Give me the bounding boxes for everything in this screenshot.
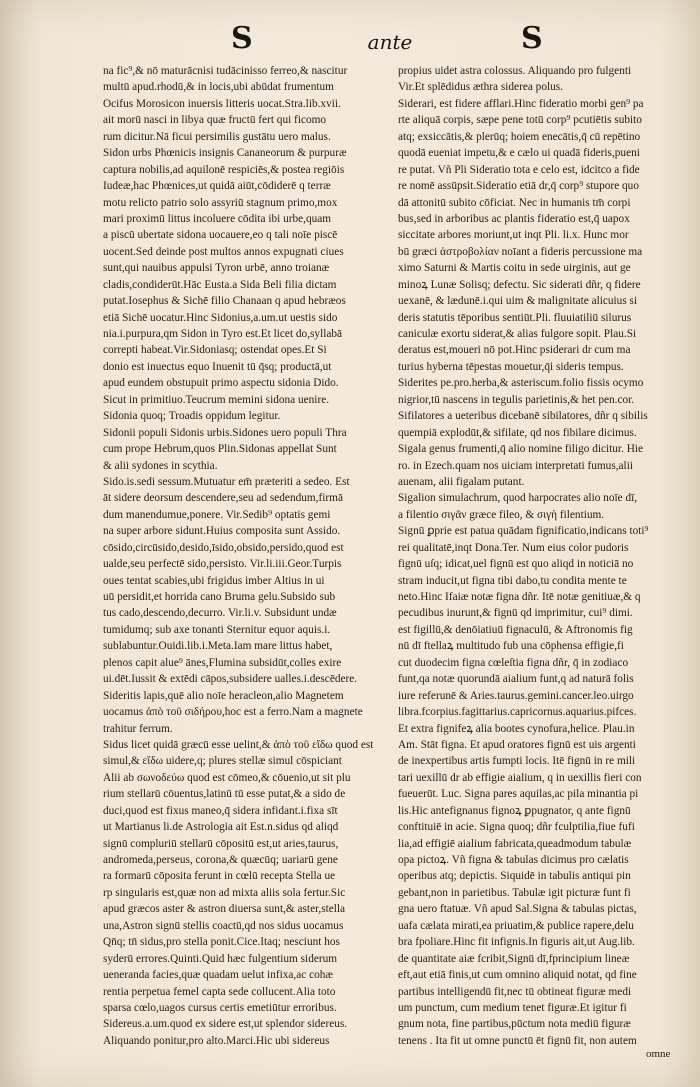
text-line: uū persidit,et horrida cano Bruma gelu.Subsido sub	[103, 591, 336, 603]
text-line: cōsido,circūsido,desido,īsido,obsido,persido,quod est	[103, 541, 344, 554]
text-line: Et extra fignifeꝝ alia bootes cynofura,helice. Plau.in	[398, 722, 635, 735]
text-line: putat.Iosephus & Sichē filio Chanaan q apud hebræos	[103, 295, 346, 308]
text-line: oues tentat scabies,ubi frigidus imber Altius in ui	[103, 574, 325, 587]
text-line: deratus est,moueri nō pot.Hinc psiderari dr cum ma	[398, 344, 631, 357]
text-line: correpti habeat.Vir.Sidoniasq; ostendat opes.Et Si	[103, 344, 327, 357]
text-line: neto.Hinc Ifaiæ notæ figna dñr. Itē notæ genitiuæ,& q	[398, 591, 641, 603]
text-line: a piscū ubertate sidona uocauere,eo q tali noīe piscē	[103, 229, 338, 242]
text-line: Sifilatores a ueteribus dicebanē sibilatores, dñr q sibilis	[398, 410, 648, 423]
text-line: Iudeæ,hac Phœnices,ut quidā aiūt,cōdiderē q terræ	[103, 180, 331, 193]
text-line: Sidonii populi Sidonis urbis.Sidones uero populi Thra	[103, 426, 347, 439]
text-line: trahitur ferrum.	[103, 722, 173, 735]
text-line: captura nobilis,ad aquilonē respiciēs,& postea regiōis	[103, 163, 345, 176]
text-line: multū apud.rhodū,& in locis,ubi abūdat frumentum	[103, 81, 334, 94]
text-line: sunt,qui nauibus appulsi Tyron urbē, anno troianæ	[103, 262, 330, 275]
text-line: fueuerūt. Luc. Signa pares aquilas,ac pila minantia pi	[398, 788, 639, 801]
text-line: tus cado,descendo,decurro. Vir.li.v. Subsidunt undæ	[103, 607, 337, 620]
running-header	[0, 20, 700, 60]
text-line: cut duodecim figna cœleſtia figna dñr, q̄ in zodiaco	[398, 656, 629, 669]
text-line: tenens . Ita fit ut omne punctū ēt fignū fit, non autem	[398, 1034, 637, 1047]
text-line: na super arbore sidunt.Huius composita sunt Assido.	[103, 525, 341, 538]
text-line: sparsa cœlo,uagos cursus certis emetiūtur erroribus.	[103, 1001, 337, 1014]
text-line: ut Martianus li.de Astrologia ait Est.n.sidus qd aliqd	[103, 821, 339, 834]
text-line: etiā Sichē uocatur.Hinc Sidonius,a.um.ut uestis sido	[103, 311, 338, 324]
text-line: quempiā explodūt,& sifilate, qd nos fibilare dicimus.	[398, 426, 637, 439]
text-line: Alii ab σωνοδεύω quod est cōmeo,& cōuenio,ut sit plu	[103, 771, 351, 784]
text-line: re putat. Vñ Pli Sideratio tota e celo est, idcitco a fide	[398, 163, 640, 176]
text-line: pecudibus inurunt,& fignū qd imprimitur, cui⁹ dimi.	[398, 607, 633, 620]
text-line: gnum nota, fine partibus,pūctum nota mediū figuræ	[398, 1018, 631, 1031]
text-line: a filentio σιγᾶν græce fileo, & σιγὴ filentium.	[398, 508, 605, 521]
text-line: ra formarū cōposita ferunt in cœlū recepta Stella ue	[103, 870, 336, 883]
text-line: ui.dēt.Iussit & extēdi cāpos,subsidere ualles.i.descēdere.	[103, 673, 358, 686]
text-line: Ocifus Morosicon inuersis litteris uocat.Stra.lib.xvii.	[103, 97, 341, 110]
text-line: & alii sydones in scythia.	[103, 459, 218, 472]
text-line: uexanē, & lædunē.i.qui uim & malignitate alicuius si	[398, 295, 638, 308]
text-line: caniculæ exortu siderat,& alias fulgore sopit. Plau.Si	[398, 328, 637, 340]
text-line: motu relicto patrio solo assyriū stagnum primo,mox	[103, 196, 338, 209]
text-line: Siderari, est fidere afflari.Hinc fideratio morbi gen⁹ pa	[398, 97, 644, 110]
catchword: omne	[646, 1048, 671, 1060]
text-line: ualde,seu perfectē sido,persisto. Vir.li.iii.Geor.Turpis	[103, 558, 342, 571]
text-line: libra.fcorpius.fagittarius.capricornus.aquarius.pifces.	[398, 706, 637, 719]
text-line: siccitate arbores moriunt,ut inqt Pli. li.x. Hunc mor	[398, 229, 629, 242]
text-line: signū compluriū stellarū cōpositū est,ut aries,taurus,	[103, 837, 339, 850]
text-line: Sigalion simulachrum, quod harpocrates alio noīe dī,	[398, 492, 638, 505]
text-line: funt,qa notæ quorundā aialium funt,q ad naturā folis	[398, 673, 634, 686]
left-text-column	[103, 63, 381, 1049]
text-line: lis.Hic antefignanus fignoꝝ ꝑpugnator, q ante fignū	[398, 804, 631, 817]
text-line: Sidonia quoq; Troadis oppidum legitur.	[103, 410, 281, 423]
text-line: Sicut in primitiuo.Teucrum memini sidona uenire.	[103, 393, 330, 406]
text-line: opa pictoꝝ. Vñ figna & tabulas dicimus pro cælatis	[398, 854, 629, 866]
text-line: Am. Stāt figna. Et apud oratores fignū est uis argenti	[398, 738, 636, 751]
text-line: nia.i.purpura,qm Sidon in Tyro est.Et licet do,syllabā	[103, 328, 343, 340]
text-line: nū dī ftellaꝝ multitudo fub una cōphensa effigie,fi	[398, 640, 624, 653]
text-line: ximo Saturni & Martis coitu in sede uirginis, aut ge	[398, 262, 631, 275]
text-line: una,Astron signū stellis coactū,qd nos sidus uocamus	[103, 919, 344, 932]
text-line: rium stellarū cōuentus,latinū tū esse putat,& a sido de	[103, 788, 346, 801]
text-line: āt sidere deorsum descendere,seu ad sedendum,firmā	[103, 492, 343, 505]
right-text-column	[398, 63, 676, 1049]
text-line: turius hyberna tēpestas mouetur,q̄i sideris tempus.	[398, 360, 624, 373]
text-line: stram inducit,ut figna tibi dabo,tu condita mente te	[398, 574, 627, 587]
text-line: de quantitate aiæ fcribit,Signū dī,fprincipium lineæ	[398, 952, 630, 965]
text-line: gebant,non in parietibus. Tabulæ igit picturæ funt fi	[398, 886, 631, 899]
text-line: operibus atq; depictis. Siquidē in tabulis antiqui pin	[398, 870, 631, 883]
text-line: Sideritis lapis,quē alio noīe heracleon,alio Magnetem	[103, 689, 344, 702]
text-line: gna uero ftatuæ. Vñ apud Sal.Signa & tabulas pictas,	[398, 903, 637, 916]
text-line: atq; exsiccātis,& plerūq; hoiem enecātis,q̄ cū repētino	[398, 130, 641, 143]
text-line: tumidumq; sub axe tonanti Sternitur equor aquis.i.	[103, 623, 331, 636]
text-line: fignū uſq; idicat,uel fignū est quo aliqd in noticiā no	[398, 558, 634, 571]
text-line: iure referunē & Aries.taurus.gemini.cancer.leo.uirgo	[398, 689, 634, 702]
text-line: rentia perpetua femel capta sede collucent.Alia toto	[103, 985, 336, 998]
text-line: Sigala genus frumenti,q̄ alio nomine filigo dicitur. Hie	[398, 443, 644, 456]
text-line: ueneranda facies,quæ quadam uelut infixa,ac cohæ	[103, 969, 333, 982]
text-line: cum prope Hebrum,quos Plin.Sidonas appellat Sunt	[103, 443, 337, 456]
text-line: plenos capit alue⁹ ānes,Flumina subsidūt,colles exire	[103, 656, 342, 669]
text-line: ro. in Ezech.quam nos uiciam interpretati fumus,alii	[398, 459, 633, 472]
header-right-letter: S	[521, 21, 543, 56]
text-line: syderū errores.Quinti.Quid hæc fulgentium siderum	[103, 952, 338, 965]
text-line: lia,ad effigiē aialium fabricata,queadmodum tabulæ	[398, 837, 632, 850]
text-line: uocent.Sed deinde post multos annos expugnati ciues	[103, 245, 344, 258]
text-line: partibus intelligendū fit,nec tū obtineat figuræ medi	[398, 985, 632, 998]
text-line: nigrior,tū nascens in tegulis parietinis,& het pen.cor.	[398, 393, 635, 406]
text-line: Qn̄q; tn̄ sidus,pro stella ponit.Cice.Itaq; nesciunt hos	[103, 936, 340, 949]
text-line: dum manendumue,ponere. Vir.Sedib⁹ optatis gemi	[103, 508, 331, 521]
text-line: simul,& εἴδω uidere,q; plures stellæ simul cōspiciant	[103, 755, 342, 768]
text-line: Siderites pe.pro.herba,& asteriscum.folio fissis ocymo	[398, 377, 644, 390]
text-line: rum dicitur.Nā ficui persimilis gustātu uero malus.	[103, 130, 331, 143]
text-line: rei qualitatē,inqt Dona.Ter. Num eius color pudoris	[398, 541, 629, 554]
text-line: andromeda,perseus, corona,& quæcūq; uariarū gene	[103, 854, 338, 866]
text-line: na fic⁹,& nō maturācnisi tudācinisso ferreo,& nascitur	[103, 65, 348, 77]
text-line: Vir.Et splēdidus æthra siderea polus.	[398, 81, 563, 94]
text-line: deris statutis tēporibus sentiūt.Pli. fluuiatiliū silurus	[398, 311, 632, 324]
header-word: ante	[367, 30, 413, 54]
text-line: uocamus ἀπὸ τοῦ σιδήρου,hoc est a ferro.Nam a magnete	[103, 706, 363, 719]
text-line: bū græci ἀστροβολίαν noīant a fideris percussione ma	[398, 245, 643, 258]
text-line: ait morū nasci in libya quæ fructū fert qui ficomo	[103, 114, 327, 127]
text-line: apud eundem obstupuit primo aspectu sidonia Dido.	[103, 377, 339, 390]
text-line: duci,quod est fixus maneo,q̄ sidera infidant.i.fixa sīt	[103, 804, 338, 817]
text-line: Sidereus.a.um.quod ex sidere est,ut splendor sidereus.	[103, 1018, 348, 1031]
text-line: bra fpoliare.Hinc fit infignis.In figuris ait,ut Aug.lib.	[398, 936, 635, 949]
text-line: apud græcos aster & astron diuersa sunt,& aster,stella	[103, 903, 346, 916]
text-line: eft,aut etiā finis,ut cum omnino aliquid notat, qd fine	[398, 969, 637, 982]
text-line: dā attonitū subito cōficiat. Nec in humanis tm̄ corpi	[398, 196, 631, 209]
text-line: uafa cælata mirati,ea priuatim,& publice rapere,delu	[398, 919, 634, 932]
text-line: minoꝝ Lunæ Solisq; defectu. Sic siderati dñr, q fidere	[398, 278, 641, 291]
header-left-letter: S	[231, 21, 253, 56]
text-line: Sidon urbs Phœnicis insignis Cananeorum & purpuræ	[103, 147, 347, 160]
text-line: propius uidet astra colossus. Aliquando pro fulgenti	[398, 65, 632, 77]
text-line: um punctum, cum medium tenet figuræ.Et igitur fi	[398, 1001, 627, 1014]
text-line: rte aliquā corpis, sæpe pene totū corp⁹ pcutiētis subito	[398, 114, 642, 127]
text-line: Signū ꝑprie est patua quādam fignificatio,indicans toti⁹	[398, 525, 649, 538]
text-line: Sidus licet quidā græcū esse uelint,& ἀπὸ τοῦ εἴδω quod est	[103, 738, 374, 751]
text-line: conftituiē in acie. Signa quoq; dñr fculptilia,fiue fufi	[398, 821, 635, 834]
text-line: cladis,condiderūt.Hāc Eusta.a Sida Beli filia dictam	[103, 278, 337, 291]
text-line: tari uexillū dr ab effigie aialium, q in uexillis fieri con	[398, 771, 642, 784]
text-line: mari proximū littus incoluere cōdita ibi urbe,quam	[103, 212, 332, 225]
text-line: donio est inuectus equo Inuenit tū q̄sq; productā,ut	[103, 360, 332, 373]
text-line: quodā eueniat impetu,& e cælo ui quadā fideris,pueni	[398, 147, 640, 160]
text-line: bus,sed in arboribus ac plantis fideratio est,q̄ uapox	[398, 212, 630, 225]
text-line: de inexpertibus artis fumpti locis. Itē fignū in re mili	[398, 755, 636, 768]
text-line: re nomē assūpsit.Sideratio etiā dr,q̄ corp⁹ stupore quo	[398, 180, 639, 193]
text-line: Sido.is.sedi sessum.Mutuatur em̄ præteriti a sedeo. Est	[103, 475, 350, 488]
text-line: auenam, alii figalam putant.	[398, 475, 525, 488]
text-line: Aliquando ponitur,pro alto.Marci.Hic ubi sidereus	[103, 1034, 330, 1047]
text-line: est figillū,& denōiatiuū fignaculū, & Aftronomis fig	[398, 623, 633, 636]
text-line: sublabuntur.Ouidi.lib.i.Meta.Iam mare littus habet,	[103, 640, 333, 653]
text-line: rp singularis est,quæ non ad mixta aliis sola fertur.Sic	[103, 886, 346, 899]
